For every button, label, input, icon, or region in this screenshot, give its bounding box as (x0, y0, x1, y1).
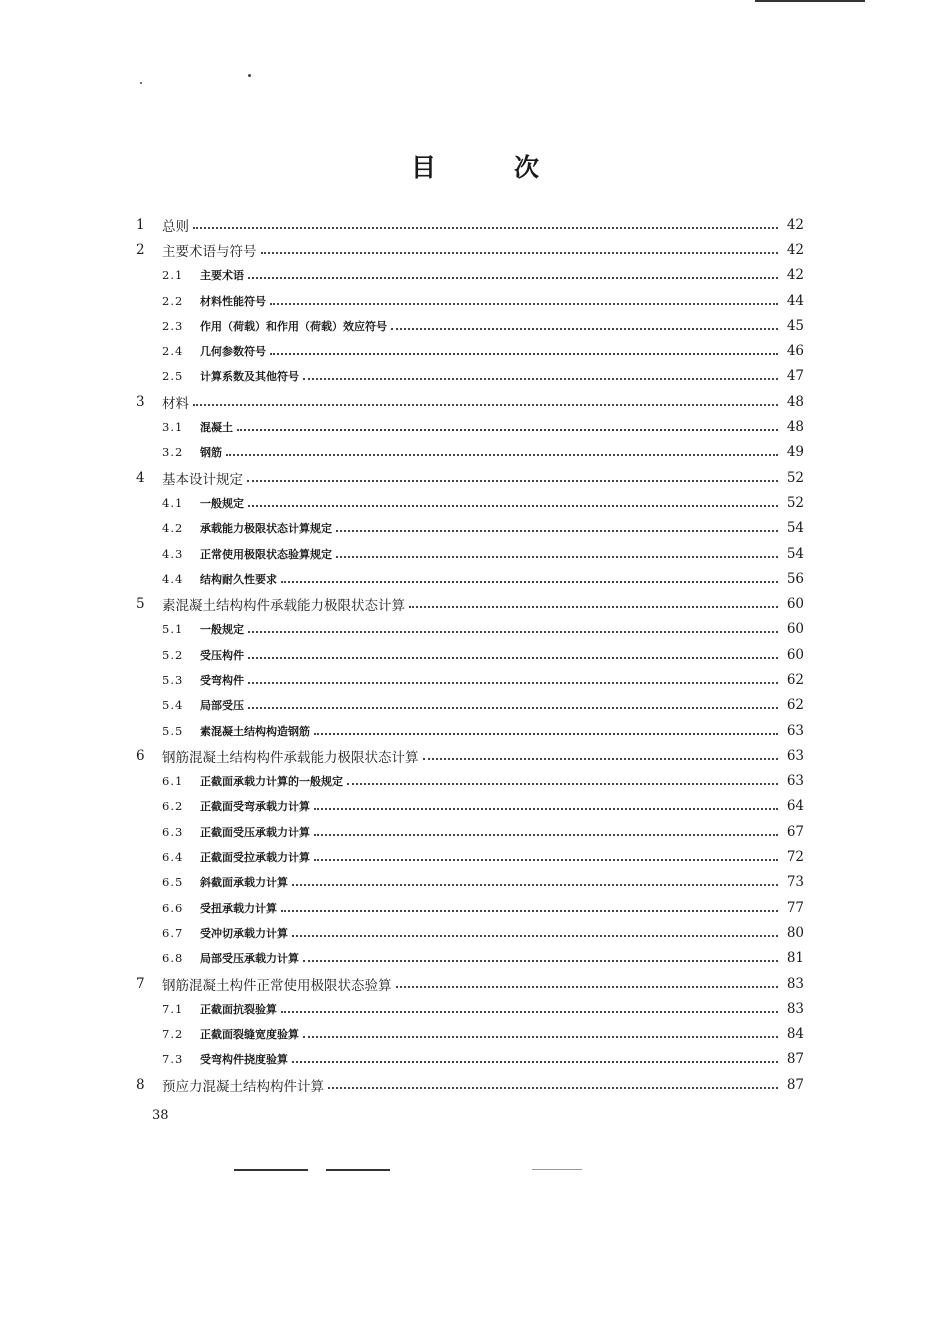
toc-entry-number: 2.3 (162, 318, 184, 333)
dot-leader (248, 657, 778, 659)
toc-entry-title: 钢筋混凝土结构构件承载能力极限状态计算 (162, 749, 419, 766)
toc-entry-title: 正截面承载力计算的一般规定 (200, 775, 343, 789)
dot-leader (270, 303, 778, 305)
toc-section-row[interactable] (136, 718, 804, 743)
toc-entry-title: 正截面受弯承载力计算 (200, 800, 310, 814)
toc-entry-page: 47 (786, 368, 804, 385)
dot-leader (314, 834, 778, 836)
toc-entry-number: 4.4 (162, 571, 184, 586)
toc-entry-title: 正截面受压承载力计算 (200, 825, 310, 839)
dot-leader (261, 252, 779, 254)
dot-leader (303, 960, 778, 962)
toc-entry-title: 一般规定 (200, 496, 244, 510)
toc-section-row[interactable] (136, 313, 804, 338)
toc-heading (0, 148, 950, 184)
toc-entry-title: 素混凝土结构构造钢筋 (200, 724, 310, 738)
toc-section-row[interactable] (136, 1022, 804, 1047)
toc-entry-number: 6 (136, 747, 145, 764)
toc-entry-title: 几何参数符号 (200, 345, 266, 359)
dot-leader (248, 277, 778, 279)
toc-section-row[interactable] (136, 693, 804, 718)
dot-leader (281, 1011, 778, 1013)
toc-entry-number: 4 (136, 469, 145, 486)
toc-entry-page: 42 (786, 241, 804, 258)
toc-chapter-row[interactable] (136, 1072, 804, 1097)
toc-entry-number: 5 (136, 596, 145, 613)
toc-entry-number: 2 (136, 241, 145, 258)
dot-leader (292, 884, 778, 886)
dot-leader (292, 935, 778, 937)
toc-section-row[interactable] (136, 844, 804, 869)
toc-entry-page: 46 (786, 343, 804, 360)
toc-entry-number: 2.4 (162, 344, 184, 359)
toc-entry-page: 63 (786, 773, 804, 790)
toc-section-row[interactable] (136, 516, 804, 541)
toc-entry-title: 基本设计规定 (162, 471, 243, 488)
dot-leader (248, 631, 778, 633)
toc-entry-title: 总则 (162, 218, 189, 235)
dot-leader (314, 859, 778, 861)
toc-entry-page: 63 (786, 747, 804, 764)
toc-entry-title: 正截面裂缝宽度验算 (200, 1028, 299, 1042)
dot-leader (281, 910, 778, 912)
toc-entry-number: 6.7 (162, 925, 184, 940)
dot-leader (248, 505, 778, 507)
heading-char-1: 目 (410, 153, 436, 182)
scan-speck (140, 82, 142, 84)
toc-entry-page: 60 (786, 621, 804, 638)
toc-chapter-row[interactable] (136, 591, 804, 616)
toc-entry-number: 5.4 (162, 698, 184, 713)
table-of-contents (136, 212, 804, 1097)
toc-entry-page: 63 (786, 722, 804, 739)
toc-chapter-row[interactable] (136, 389, 804, 414)
toc-entry-number: 3 (136, 393, 145, 410)
toc-entry-title: 正截面抗裂验算 (200, 1002, 277, 1016)
dot-leader (396, 986, 779, 988)
toc-entry-page: 83 (786, 975, 804, 992)
toc-entry-title: 钢筋混凝土构件正常使用极限状态验算 (162, 977, 392, 994)
dot-leader (314, 808, 778, 810)
toc-section-row[interactable] (136, 490, 804, 515)
toc-entry-page: 52 (786, 494, 804, 511)
bottom-rule (234, 1169, 308, 1171)
toc-section-row[interactable] (136, 414, 804, 439)
toc-entry-page: 67 (786, 823, 804, 840)
heading-char-2: 次 (514, 153, 540, 182)
toc-section-row[interactable] (136, 642, 804, 667)
toc-entry-title: 正常使用极限状态验算规定 (200, 547, 332, 561)
toc-entry-page: 48 (786, 393, 804, 410)
toc-entry-title: 钢筋 (200, 446, 222, 460)
toc-entry-number: 7.2 (162, 1027, 184, 1042)
toc-entry-page: 49 (786, 444, 804, 461)
toc-chapter-row[interactable] (136, 465, 804, 490)
toc-entry-number: 2.5 (162, 369, 184, 384)
toc-entry-number: 2.2 (162, 293, 184, 308)
toc-entry-page: 42 (786, 267, 804, 284)
dot-leader (336, 530, 778, 532)
toc-section-row[interactable] (136, 541, 804, 566)
toc-entry-page: 48 (786, 419, 804, 436)
toc-section-row[interactable] (136, 288, 804, 313)
dot-leader (409, 606, 778, 608)
toc-section-row[interactable] (136, 338, 804, 363)
toc-entry-number: 6.6 (162, 900, 184, 915)
toc-entry-page: 54 (786, 545, 804, 562)
toc-chapter-row[interactable] (136, 971, 804, 996)
toc-entry-number: 7 (136, 975, 145, 992)
toc-entry-title: 局部受压 (200, 699, 244, 713)
toc-chapter-row[interactable] (136, 237, 804, 262)
toc-entry-number: 3.2 (162, 445, 184, 460)
dot-leader (347, 783, 778, 785)
toc-entry-number: 3.1 (162, 420, 184, 435)
toc-entry-page: 62 (786, 671, 804, 688)
toc-section-row[interactable] (136, 667, 804, 692)
toc-entry-title: 预应力混凝土结构构件计算 (162, 1078, 324, 1095)
dot-leader (248, 682, 778, 684)
toc-section-row[interactable] (136, 617, 804, 642)
toc-chapter-row[interactable] (136, 212, 804, 237)
toc-entry-title: 承载能力极限状态计算规定 (200, 522, 332, 536)
toc-entry-number: 6.4 (162, 850, 184, 865)
dot-leader (281, 581, 778, 583)
toc-entry-page: 45 (786, 317, 804, 334)
toc-section-row[interactable] (136, 440, 804, 465)
toc-entry-title: 作用（荷载）和作用（荷载）效应符号 (200, 319, 387, 333)
toc-section-row[interactable] (136, 769, 804, 794)
toc-entry-page: 73 (786, 874, 804, 891)
toc-section-row[interactable] (136, 1047, 804, 1072)
toc-entry-page: 54 (786, 520, 804, 537)
toc-entry-title: 受弯构件挠度验算 (200, 1053, 288, 1067)
toc-entry-page: 64 (786, 798, 804, 815)
toc-entry-page: 77 (786, 899, 804, 916)
dot-leader (303, 378, 778, 380)
toc-section-row[interactable] (136, 566, 804, 591)
toc-entry-title: 受扭承载力计算 (200, 901, 277, 915)
toc-entry-page: 87 (786, 1076, 804, 1093)
toc-entry-page: 62 (786, 697, 804, 714)
dot-leader (303, 1036, 778, 1038)
toc-entry-number: 8 (136, 1076, 145, 1093)
top-edge-rule (755, 0, 865, 2)
toc-entry-number: 6.5 (162, 875, 184, 890)
toc-entry-number: 4.3 (162, 546, 184, 561)
dot-leader (314, 733, 778, 735)
dot-leader (247, 480, 778, 482)
dot-leader (391, 328, 778, 330)
toc-entry-title: 一般规定 (200, 623, 244, 637)
toc-entry-title: 正截面受拉承载力计算 (200, 851, 310, 865)
bottom-rule (326, 1169, 390, 1171)
toc-section-row[interactable] (136, 870, 804, 895)
toc-entry-number: 4.2 (162, 521, 184, 536)
toc-entry-number: 5.1 (162, 622, 184, 637)
toc-entry-number: 5.3 (162, 672, 184, 687)
dot-leader (292, 1061, 778, 1063)
toc-entry-title: 主要术语 (200, 269, 244, 283)
toc-entry-page: 83 (786, 1000, 804, 1017)
toc-entry-title: 受压构件 (200, 648, 244, 662)
toc-entry-number: 7.3 (162, 1052, 184, 1067)
toc-entry-number: 6.3 (162, 824, 184, 839)
toc-section-row[interactable] (136, 946, 804, 971)
toc-entry-page: 80 (786, 924, 804, 941)
toc-entry-page: 44 (786, 292, 804, 309)
dot-leader (248, 707, 778, 709)
toc-entry-page: 56 (786, 570, 804, 587)
toc-section-row[interactable] (136, 819, 804, 844)
dot-leader (270, 353, 778, 355)
toc-entry-page: 42 (786, 216, 804, 233)
toc-entry-number: 6.8 (162, 951, 184, 966)
toc-entry-number: 7.1 (162, 1001, 184, 1016)
toc-entry-title: 局部受压承载力计算 (200, 952, 299, 966)
toc-entry-page: 60 (786, 646, 804, 663)
toc-entry-number: 2.1 (162, 268, 184, 283)
dot-leader (237, 429, 778, 431)
toc-entry-number: 6.1 (162, 774, 184, 789)
scan-speck (248, 74, 251, 77)
toc-section-row[interactable] (136, 895, 804, 920)
toc-entry-title: 受弯构件 (200, 673, 244, 687)
toc-entry-page: 81 (786, 950, 804, 967)
toc-entry-number: 1 (136, 216, 145, 233)
toc-entry-number: 5.5 (162, 723, 184, 738)
dot-leader (336, 556, 778, 558)
toc-entry-title: 混凝土 (200, 421, 233, 435)
toc-entry-page: 72 (786, 849, 804, 866)
toc-entry-title: 斜截面承载力计算 (200, 876, 288, 890)
toc-entry-number: 4.1 (162, 495, 184, 510)
toc-chapter-row[interactable] (136, 743, 804, 768)
dot-leader (193, 227, 778, 229)
toc-entry-page: 52 (786, 469, 804, 486)
page-number: 38 (152, 1108, 169, 1123)
toc-entry-title: 材料性能符号 (200, 294, 266, 308)
toc-entry-title: 素混凝土结构构件承载能力极限状态计算 (162, 598, 405, 615)
toc-entry-page: 60 (786, 596, 804, 613)
toc-entry-title: 材料 (162, 395, 189, 412)
toc-entry-page: 87 (786, 1051, 804, 1068)
toc-entry-title: 结构耐久性要求 (200, 572, 277, 586)
bottom-rule (532, 1169, 582, 1170)
dot-leader (328, 1087, 778, 1089)
toc-section-row[interactable] (136, 263, 804, 288)
dot-leader (193, 404, 778, 406)
toc-section-row[interactable] (136, 920, 804, 945)
toc-entry-title: 计算系数及其他符号 (200, 370, 299, 384)
toc-entry-title: 受冲切承载力计算 (200, 926, 288, 940)
toc-entry-number: 5.2 (162, 647, 184, 662)
toc-entry-title: 主要术语与符号 (162, 243, 257, 260)
toc-entry-page: 84 (786, 1026, 804, 1043)
toc-section-row[interactable] (136, 794, 804, 819)
dot-leader (423, 758, 779, 760)
toc-entry-number: 6.2 (162, 799, 184, 814)
dot-leader (226, 454, 778, 456)
toc-section-row[interactable] (136, 364, 804, 389)
toc-section-row[interactable] (136, 996, 804, 1021)
